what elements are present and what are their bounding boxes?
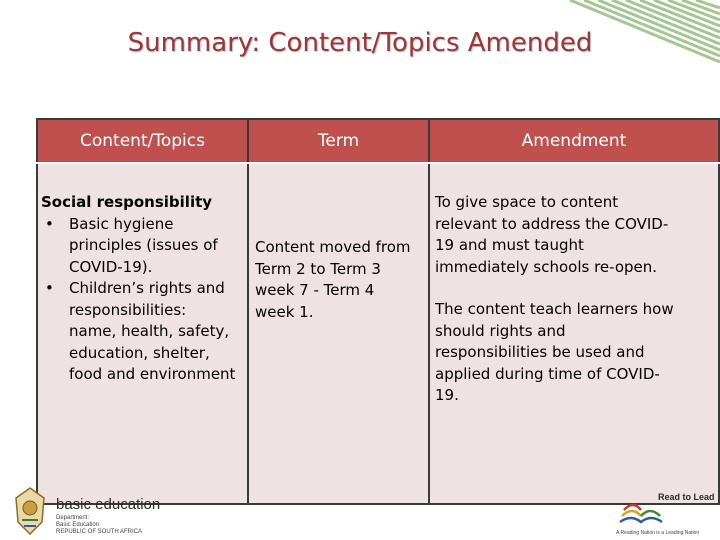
amendment-line: 19 and must taught	[435, 236, 584, 254]
amendment-line: should rights and	[435, 321, 566, 340]
summary-table	[36, 118, 720, 505]
topic-line: Children’s rights and	[69, 279, 225, 297]
bullet-icon: •	[45, 279, 54, 297]
logo-brand-text: basic education	[56, 496, 161, 513]
term-line: week 1.	[255, 302, 314, 321]
amendment-line: The content teach learners how	[435, 300, 674, 318]
header-amendment: Amendment	[429, 119, 719, 163]
term-line: Content moved from	[255, 238, 411, 256]
topic-line: food and environment	[69, 365, 236, 383]
coat-of-arms-icon	[10, 486, 50, 536]
topic-heading: Social responsibility	[41, 193, 213, 211]
amendment-paragraph	[435, 299, 712, 407]
topic-line: principles (issues of	[69, 236, 218, 254]
cell-amendment	[429, 163, 719, 504]
topic-line: Basic hygiene	[69, 214, 174, 233]
logo-department-text: Department: Basic Education REPUBLIC OF SOUTH AFRICA	[56, 515, 143, 535]
topic-line: name, health, safety,	[69, 322, 230, 340]
read-to-lead-logo	[612, 488, 718, 540]
amendment-line: relevant to address the COVID-	[435, 214, 669, 233]
term-line: week 7 - Term 4	[255, 281, 375, 299]
topic-list	[41, 214, 247, 386]
cell-content-topics	[37, 163, 248, 504]
amendment-line: responsibilities be used and	[435, 343, 645, 361]
table-row	[37, 163, 719, 504]
table-header-row	[37, 119, 719, 163]
topic-line: responsibilities:	[69, 300, 187, 319]
logo-tagline: A Reading Nation is a Leading Nation	[616, 530, 700, 536]
term-line: Term 2 to Term 3	[255, 259, 381, 278]
read-to-lead-text: Read to Lead	[658, 492, 715, 502]
amendment-line: immediately schools re-open.	[435, 257, 658, 276]
amendment-line: 19.	[435, 386, 459, 404]
basic-education-logo	[6, 478, 246, 538]
header-term: Term	[248, 119, 429, 163]
topic-line: education, shelter,	[69, 343, 210, 362]
header-content-topics: Content/Topics	[37, 119, 248, 163]
cell-term	[248, 163, 429, 504]
topic-item	[41, 214, 247, 279]
bullet-icon: •	[45, 214, 54, 233]
slide-title: Summary: Content/Topics Amended	[127, 28, 593, 58]
topic-line: COVID-19).	[69, 257, 153, 276]
amendment-line: applied during time of COVID-	[435, 364, 660, 383]
topic-item	[41, 278, 247, 386]
amendment-line: To give space to content	[435, 193, 619, 211]
amendment-paragraph	[435, 192, 712, 278]
